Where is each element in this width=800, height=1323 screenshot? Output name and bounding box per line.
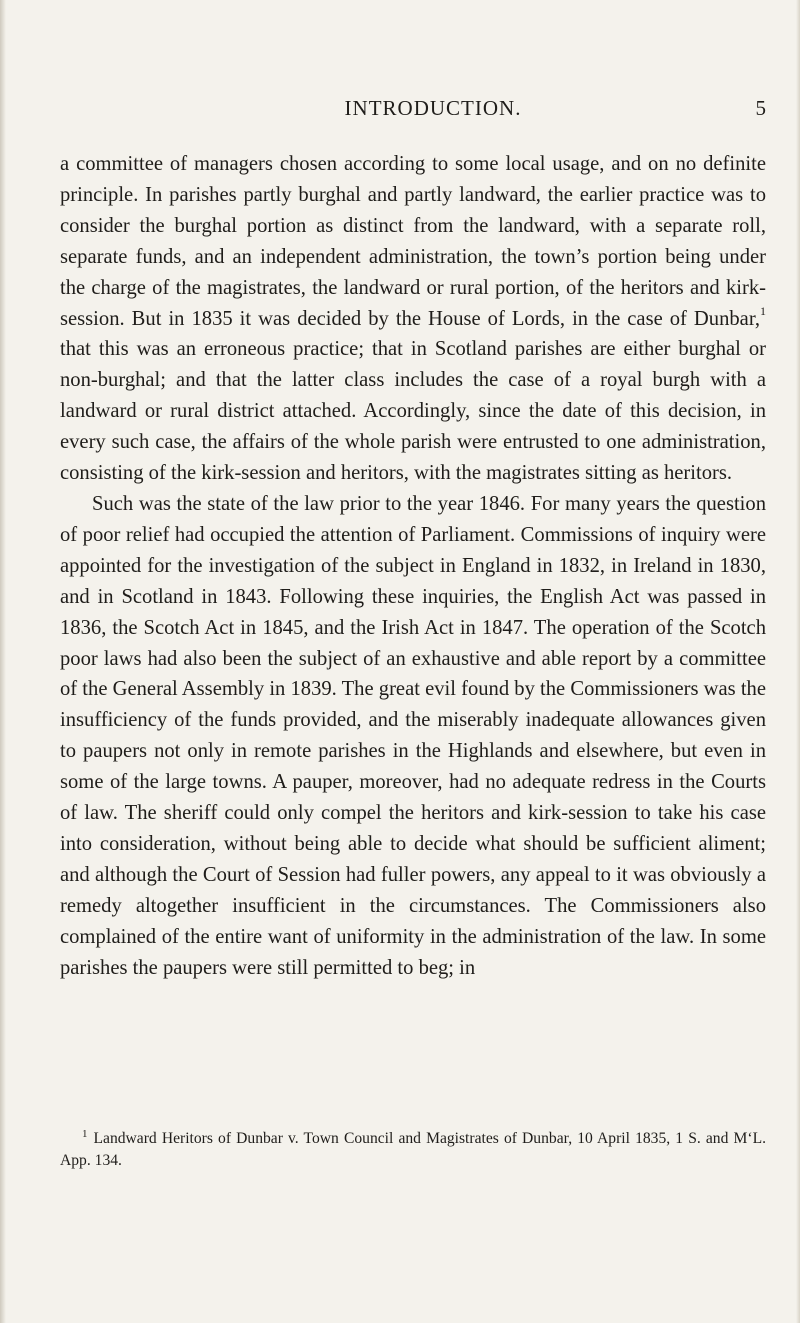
running-title: INTRODUCTION. xyxy=(344,96,522,120)
page-header xyxy=(60,96,766,126)
body-text xyxy=(60,149,766,983)
paragraph-2: Such was the state of the law prior to the year 1846. For many years the question of poor relief had occupied the attention of Parliament. Commissions of inquiry were appointed for the investigation of the subject in England in 1832, in Ireland in 1830, and in Scotland in 1843. Following these inquiries, the English Act was passed in 1836, the Scotch Act in 1845, and the Irish Act in 1847. The operation of the Scotch poor laws had also been the subject of an exhaustive and able report by a committee of the General Assembly in 1839. The great evil found by the Commissioners was the insufficiency of the funds provided, and the miserably inadequate allowances given to paupers not only in remote parishes in the Highlands and elsewhere, but even in some of the large towns. A pauper, moreover, had no adequate redress in the Courts of law. The sheriff could only compel the heritors and kirk-session to take his case into consideration, without being able to decide what should be sufficient aliment; and although the Court of Session had fuller powers, any appeal to it was obviously a remedy altogether insufficient in the circumstances. The Commissioners also complained of the entire want of uniformity in the administration of the law. In some parishes the paupers were still permitted to beg; in xyxy=(60,492,766,979)
footnote-reference: 1 xyxy=(760,303,766,318)
footnote-mark: 1 xyxy=(82,1127,88,1140)
page-edge-right xyxy=(796,0,800,1323)
footnote xyxy=(60,1128,766,1172)
footnote-text: Landward Heritors of Dunbar v. Town Council and Magistrates of Dunbar, 10 April 1835, 1 S. and M‘L. App. 134. xyxy=(60,1130,766,1169)
paragraph-1 xyxy=(60,149,766,489)
paragraph-1-text-b: that this was an erroneous practice; that in Scotland parishes are either burghal or non-burghal; and that the latter class includes the case of a royal burgh with a landward or rural district attached. Accordingly, since the date of this decision, in every such case, the affairs of the whole parish were entrusted to one administration, consisting of the kirk-session and heritors, with the magistrates sitting as heritors. xyxy=(60,338,766,485)
page-edge-left xyxy=(0,0,6,1323)
page-number: 5 xyxy=(755,96,766,120)
paragraph-1-text-a: a committee of managers chosen according to some local usage, and on no definite principle. In parishes partly burghal and partly landward, the earlier practice was to consider the burghal portion as distinct from the landward, with a separate roll, separate funds, and an independent administration, the town’s portion being under the charge of the magistrates, the landward or rural portion, of the heritors and kirk-session. But in 1835 it was decided by the House of Lords, in the case of Dunbar, xyxy=(60,153,766,330)
